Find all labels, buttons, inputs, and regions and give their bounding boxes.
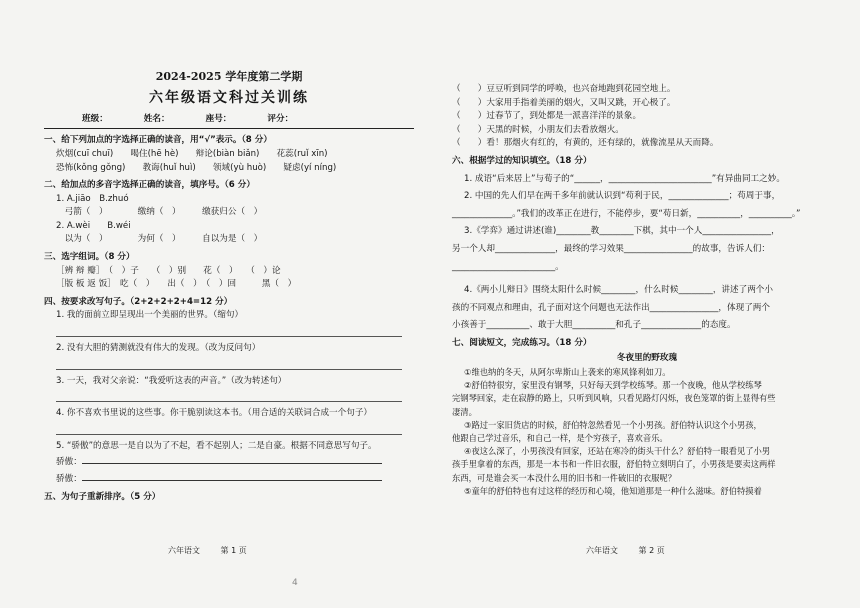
jiaoao-label-2: 骄傲： [56,474,82,485]
story-line-5: ③路过一家旧货店的时候，舒伯特忽然看见一个小男孩。舒伯特认识这个小男孩， [464,419,762,430]
story-line-4: 凄清。 [452,406,477,417]
fill-line-6: ________________________。 [452,261,564,272]
seat-field: 座号： [205,113,232,124]
story-title: 冬夜里的野玫瑰 [616,352,678,363]
rewrite-item-1: 1. 我的面前立即呈现出一个美丽的世界。（缩句） [56,310,244,321]
section-4-heading: 四、按要求改写句子。（2+2+2+2+4=12 分） [44,296,233,307]
answer-line-3[interactable] [56,390,402,402]
order-line-3: （ ）过春节了，到处都是一派喜洋洋的景象。 [452,111,642,122]
polyphone-options-1: 1. A.jiāo B.zhuó [56,193,129,204]
jiaoao-blank-2[interactable] [82,471,382,481]
story-text [452,367,842,497]
rewrite-item-3: 3. 一天，我对父亲说：“我爱听这表的声音。”（改为转述句） [56,375,287,386]
fill-line-5: 另一个人却______________，最终的学习效果________________的故事，告诉人们： [452,243,770,254]
footer-subject: 六年语文 [168,546,200,555]
story-line-3: 完钢琴回家，走在寂静的路上，只听到风响，只看见路灯闪烁，夜色笼罩的街上显得有些 [452,393,776,404]
rewrite-item-5: 5. “骄傲”的意思一是自以为了不起，看不起别人；二是自豪。根据不同意思写句子。 [56,440,377,451]
rewrite-item-2: 2. 没有大胆的猜测就没有伟大的发现。（改为反问句） [56,343,261,354]
story-line-9: 东西，可是谁会买一本没什么用的旧书和一件破旧的衣服呢？ [452,472,677,483]
exam-sheet-1 [44,70,414,503]
pinyin-row-2: 恐怖(kǒng gǒng) 教诲(huǐ huì) 领域(yù huò) 疑虑(yí níng) [56,162,337,173]
polyphone-row-1: 弓箭（ ） 缴纳（ ） 缴获归公（ ） [56,207,263,218]
fill-line-9: 小孩善于__________、敢于大胆__________和孔子______________的态度。 [452,320,736,331]
story-line-6: 他跟自己学过音乐，和自己一样，是个穷孩子，喜欢音乐。 [452,433,668,444]
answer-line-1[interactable] [56,325,402,337]
polyphone-options-2: 2. A.wèi B.wéi [56,220,131,231]
exam-sheet-2 [452,82,842,499]
section-5-heading: 五、为句子重新排序。（5 分） [44,491,161,502]
story-line-2: ②舒伯特很穷，家里没有钢琴，只好每天到学校练琴。那一个夜晚，他从学校练琴 [464,380,762,391]
footer-page-number: 第 1 页 [220,546,247,555]
exam-page-2 [430,0,860,608]
story-line-8: 孩手里拿着的东西，那是一本书和一件旧衣服，舒伯特立刻明白了，小男孩是要卖这两样 [452,459,776,470]
rewrite-item-4: 4. 你不喜欢书里说的这些事。你干脆别读这本书。（用合适的关联词合成一个句子） [56,408,373,419]
story-line-1: ①维也纳的冬天，从阿尔卑斯山上袭来的寒风锋利如刀。 [464,367,671,378]
section-6-heading: 六、根据学过的知识填空。（18 分） [452,155,592,166]
order-line-5: （ ）看！那烟火有红的，有黄的，还有绿的，就像流星从天而降。 [452,138,719,149]
order-line-1: （ ）豆豆听到同学的呼唤，也兴奋地跑到花园空地上。 [452,84,676,94]
fill-line-1: 1. 成语“后来居上”与荀子的“______，________________________”有异曲同工之妙。 [464,173,785,184]
answer-line-4[interactable] [56,423,402,435]
section-1-heading: 一、给下列加点的字选择正确的读音，用“√”表示。（8 分） [44,135,272,146]
page-1-footer [168,545,265,556]
word-choice-row-1: ［辨 辩 瓣］ （ ）子 （ ）别 花（ ） （ ）论 [56,265,281,276]
footer-subject-2: 六年语文 [586,546,618,555]
story-line-7: ④夜这么深了，小男孩没有回家，还站在寒冷的街头干什么？舒伯特一眼看见了小男 [464,446,771,457]
page-2-footer [586,545,683,556]
score-field: 评分： [267,113,294,124]
jiaoao-label-1: 骄傲： [56,457,82,468]
jiaoao-blank-1[interactable] [82,454,382,464]
class-field: 班级： [82,113,108,124]
pinyin-row-1: 炊烟(cuī chuī) 喝住(hē hè) 辩论(biàn biǎn) 花蕊(ruǐ xīn) [56,148,328,159]
order-line-4: （ ）天黑的时候，小朋友们去看放烟火。 [452,124,624,135]
term-title: 2024-2025 学年度第二学期 [155,70,303,83]
exam-title: 六年级语文科过关训练 [149,89,309,106]
section-3-heading: 三、选字组词。（8 分） [44,252,135,263]
jiaoao-line-2 [44,471,414,486]
footer-page-number-2: 第 2 页 [638,546,665,555]
fill-line-2: 2. 中国的先人们早在两千多年前就认识到“苟利于民，______________；苟周于事， [464,191,781,202]
name-field: 姓名： [143,113,170,124]
fill-line-4: 3.《学弈》通过讲述(谁)________教________下棋，其中一个人________________， [464,226,780,237]
answer-line-2[interactable] [56,358,402,370]
order-line-2: （ ）大家用手指着美丽的烟火，又叫又跳，开心极了。 [452,97,676,108]
story-line-10: ⑤童年的舒伯特也有过这样的经历和心境，他知道那是一种什么滋味。舒伯特摸着 [464,485,762,496]
fill-line-3: ______________。”我们的改革正在进行，不能停步，要“苟日新，__________，__________。” [452,208,801,219]
section-7-heading: 七、阅读短文，完成练习。（18 分） [452,337,592,348]
student-info-row [44,114,414,130]
polyphone-row-2: 以为（ ） 为何（ ） 自以为是（ ） [56,234,263,245]
scan-mark: 4 [292,578,298,588]
fill-line-8: 孩的不同观点和理由，孔子面对这个问题也无法作出________________，体现了两个 [452,302,770,313]
fill-line-7: 4.《两小儿辩日》围绕太阳什么时候________，什么时候________，讲述了两个小 [464,285,773,296]
jiaoao-line-1 [44,454,414,469]
word-choice-row-2: ［版 板 返 饭］ 吃（ ） 出（ ） （ ）回 黑（ ） [56,279,297,290]
section-2-heading: 二、给加点的多音字选择正确的读音，填序号。（6 分） [44,180,255,191]
